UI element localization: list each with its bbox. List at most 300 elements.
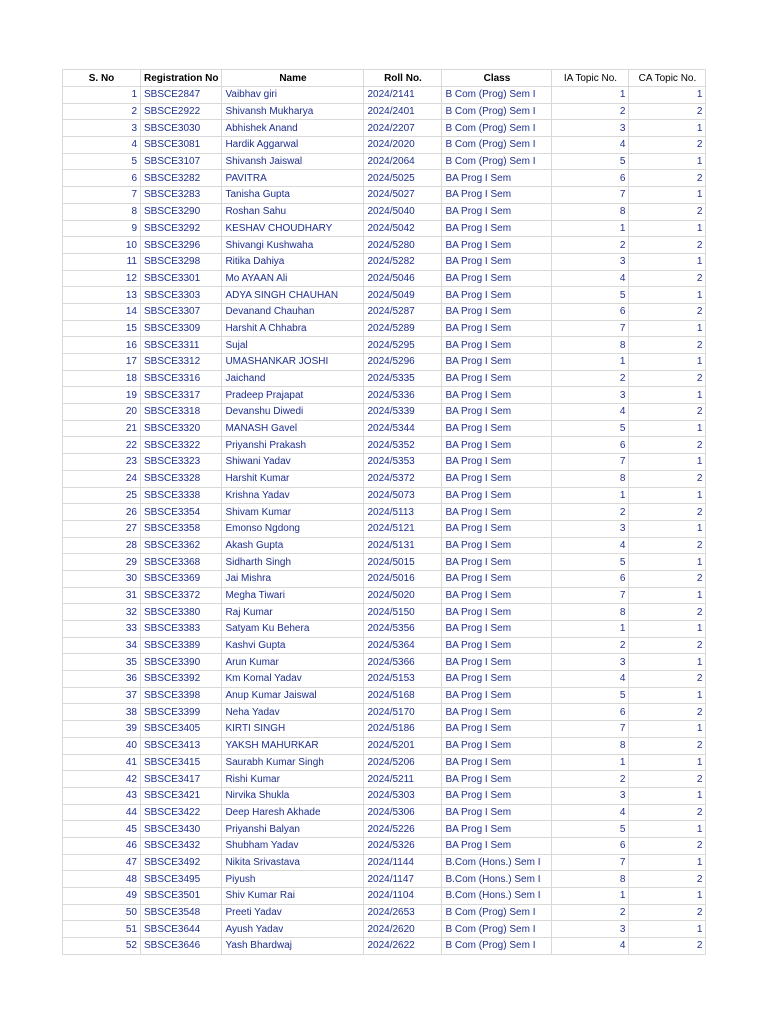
cell-registration-no: SBSCE3548: [141, 904, 222, 921]
cell-roll-no: 2024/5042: [364, 220, 442, 237]
cell-s-no: 36: [63, 671, 141, 688]
cell-s-no: 28: [63, 537, 141, 554]
cell-s-no: 3: [63, 120, 141, 137]
cell-roll-no: 2024/5016: [364, 570, 442, 587]
table-row: [63, 187, 706, 204]
table-row: [63, 587, 706, 604]
cell-ia-topic-no: 7: [552, 187, 629, 204]
cell-roll-no: 2024/1144: [364, 854, 442, 871]
cell-roll-no: 2024/5336: [364, 387, 442, 404]
cell-class: B Com (Prog) Sem I: [442, 921, 552, 938]
cell-name: Shivam Kumar: [222, 504, 364, 521]
table-row: [63, 854, 706, 871]
cell-s-no: 51: [63, 921, 141, 938]
cell-roll-no: 2024/5025: [364, 170, 442, 187]
cell-name: Sidharth Singh: [222, 554, 364, 571]
cell-s-no: 4: [63, 137, 141, 154]
cell-roll-no: 2024/2653: [364, 904, 442, 921]
cell-ia-topic-no: 7: [552, 320, 629, 337]
cell-name: Shiv Kumar Rai: [222, 888, 364, 905]
table-row: [63, 921, 706, 938]
cell-ca-topic-no: 1: [629, 287, 706, 304]
cell-ia-topic-no: 2: [552, 637, 629, 654]
cell-s-no: 33: [63, 621, 141, 638]
cell-s-no: 1: [63, 87, 141, 104]
cell-class: BA Prog I Sem: [442, 337, 552, 354]
cell-ca-topic-no: 1: [629, 587, 706, 604]
cell-ia-topic-no: 8: [552, 337, 629, 354]
table-row: [63, 654, 706, 671]
cell-class: B.Com (Hons.) Sem I: [442, 854, 552, 871]
cell-ca-topic-no: 2: [629, 103, 706, 120]
cell-roll-no: 2024/5372: [364, 470, 442, 487]
cell-name: Shubham Yadav: [222, 837, 364, 854]
cell-s-no: 25: [63, 487, 141, 504]
cell-registration-no: SBSCE3317: [141, 387, 222, 404]
cell-ia-topic-no: 4: [552, 270, 629, 287]
cell-registration-no: SBSCE3372: [141, 587, 222, 604]
cell-registration-no: SBSCE3354: [141, 504, 222, 521]
table-row: [63, 504, 706, 521]
cell-s-no: 35: [63, 654, 141, 671]
cell-name: Emonso Ngdong: [222, 520, 364, 537]
cell-name: Priyanshi Balyan: [222, 821, 364, 838]
cell-class: BA Prog I Sem: [442, 754, 552, 771]
cell-ia-topic-no: 1: [552, 621, 629, 638]
cell-s-no: 45: [63, 821, 141, 838]
cell-class: BA Prog I Sem: [442, 837, 552, 854]
cell-registration-no: SBSCE3312: [141, 354, 222, 371]
cell-name: Shivansh Mukharya: [222, 103, 364, 120]
cell-name: Piyush: [222, 871, 364, 888]
cell-registration-no: SBSCE2922: [141, 103, 222, 120]
table-row: [63, 253, 706, 270]
cell-ca-topic-no: 2: [629, 404, 706, 421]
cell-roll-no: 2024/5344: [364, 420, 442, 437]
table-row: [63, 287, 706, 304]
cell-s-no: 46: [63, 837, 141, 854]
cell-class: BA Prog I Sem: [442, 654, 552, 671]
table-row: [63, 938, 706, 955]
header-row: [63, 70, 706, 87]
header-s-no: S. No: [63, 70, 141, 87]
table-row: [63, 487, 706, 504]
table-row: [63, 404, 706, 421]
table-row: [63, 454, 706, 471]
table-row: [63, 354, 706, 371]
cell-ia-topic-no: 3: [552, 787, 629, 804]
cell-class: BA Prog I Sem: [442, 687, 552, 704]
cell-ca-topic-no: 2: [629, 804, 706, 821]
cell-ia-topic-no: 5: [552, 420, 629, 437]
cell-class: BA Prog I Sem: [442, 437, 552, 454]
cell-class: BA Prog I Sem: [442, 220, 552, 237]
cell-registration-no: SBSCE3380: [141, 604, 222, 621]
cell-class: BA Prog I Sem: [442, 671, 552, 688]
cell-name: Anup Kumar Jaiswal: [222, 687, 364, 704]
cell-roll-no: 2024/5211: [364, 771, 442, 788]
cell-registration-no: SBSCE3390: [141, 654, 222, 671]
table-row: [63, 837, 706, 854]
cell-ca-topic-no: 2: [629, 303, 706, 320]
cell-name: Jaichand: [222, 370, 364, 387]
cell-ca-topic-no: 2: [629, 737, 706, 754]
cell-roll-no: 2024/5186: [364, 721, 442, 738]
cell-ca-topic-no: 2: [629, 570, 706, 587]
cell-registration-no: SBSCE3644: [141, 921, 222, 938]
cell-class: BA Prog I Sem: [442, 404, 552, 421]
cell-ca-topic-no: 1: [629, 354, 706, 371]
cell-ca-topic-no: 2: [629, 938, 706, 955]
header-registration-no: Registration No: [141, 70, 222, 87]
header-ca-topic-no: CA Topic No.: [629, 70, 706, 87]
cell-registration-no: SBSCE3283: [141, 187, 222, 204]
cell-registration-no: SBSCE3399: [141, 704, 222, 721]
cell-roll-no: 2024/5121: [364, 520, 442, 537]
cell-name: YAKSH MAHURKAR: [222, 737, 364, 754]
cell-ia-topic-no: 7: [552, 854, 629, 871]
table-row: [63, 687, 706, 704]
cell-ia-topic-no: 3: [552, 120, 629, 137]
cell-roll-no: 2024/5364: [364, 637, 442, 654]
table-row: [63, 537, 706, 554]
cell-ia-topic-no: 2: [552, 904, 629, 921]
cell-roll-no: 2024/2401: [364, 103, 442, 120]
cell-s-no: 29: [63, 554, 141, 571]
cell-ia-topic-no: 2: [552, 370, 629, 387]
cell-class: BA Prog I Sem: [442, 554, 552, 571]
table-row: [63, 804, 706, 821]
cell-registration-no: SBSCE3389: [141, 637, 222, 654]
cell-registration-no: SBSCE3290: [141, 203, 222, 220]
cell-name: Rishi Kumar: [222, 771, 364, 788]
cell-registration-no: SBSCE3368: [141, 554, 222, 571]
cell-roll-no: 2024/5015: [364, 554, 442, 571]
cell-s-no: 38: [63, 704, 141, 721]
cell-roll-no: 2024/2064: [364, 153, 442, 170]
cell-roll-no: 2024/5049: [364, 287, 442, 304]
cell-class: BA Prog I Sem: [442, 704, 552, 721]
cell-ia-topic-no: 8: [552, 871, 629, 888]
cell-ia-topic-no: 6: [552, 837, 629, 854]
table-row: [63, 270, 706, 287]
cell-ca-topic-no: 1: [629, 821, 706, 838]
cell-s-no: 23: [63, 454, 141, 471]
cell-ca-topic-no: 2: [629, 237, 706, 254]
cell-ia-topic-no: 2: [552, 237, 629, 254]
cell-class: BA Prog I Sem: [442, 537, 552, 554]
cell-s-no: 32: [63, 604, 141, 621]
table-row: [63, 637, 706, 654]
cell-registration-no: SBSCE3405: [141, 721, 222, 738]
cell-registration-no: SBSCE3298: [141, 253, 222, 270]
cell-name: Nirvika Shukla: [222, 787, 364, 804]
cell-registration-no: SBSCE3303: [141, 287, 222, 304]
cell-registration-no: SBSCE2847: [141, 87, 222, 104]
cell-ia-topic-no: 3: [552, 387, 629, 404]
cell-s-no: 6: [63, 170, 141, 187]
cell-ca-topic-no: 2: [629, 437, 706, 454]
cell-class: BA Prog I Sem: [442, 604, 552, 621]
cell-name: Neha Yadav: [222, 704, 364, 721]
cell-ia-topic-no: 4: [552, 404, 629, 421]
cell-s-no: 2: [63, 103, 141, 120]
cell-ia-topic-no: 3: [552, 921, 629, 938]
cell-registration-no: SBSCE3501: [141, 888, 222, 905]
cell-registration-no: SBSCE3422: [141, 804, 222, 821]
cell-ca-topic-no: 1: [629, 87, 706, 104]
cell-registration-no: SBSCE3362: [141, 537, 222, 554]
cell-s-no: 43: [63, 787, 141, 804]
cell-class: B Com (Prog) Sem I: [442, 904, 552, 921]
table-row: [63, 337, 706, 354]
cell-ia-topic-no: 4: [552, 537, 629, 554]
cell-ca-topic-no: 1: [629, 854, 706, 871]
cell-roll-no: 2024/1147: [364, 871, 442, 888]
cell-roll-no: 2024/5295: [364, 337, 442, 354]
cell-roll-no: 2024/5040: [364, 203, 442, 220]
cell-registration-no: SBSCE3323: [141, 454, 222, 471]
table-row: [63, 137, 706, 154]
cell-roll-no: 2024/5303: [364, 787, 442, 804]
cell-s-no: 21: [63, 420, 141, 437]
cell-class: BA Prog I Sem: [442, 170, 552, 187]
cell-class: BA Prog I Sem: [442, 504, 552, 521]
cell-name: Jai Mishra: [222, 570, 364, 587]
table-row: [63, 721, 706, 738]
cell-registration-no: SBSCE3358: [141, 520, 222, 537]
table-row: [63, 170, 706, 187]
cell-registration-no: SBSCE3307: [141, 303, 222, 320]
cell-s-no: 7: [63, 187, 141, 204]
table-row: [63, 320, 706, 337]
cell-roll-no: 2024/5287: [364, 303, 442, 320]
cell-registration-no: SBSCE3369: [141, 570, 222, 587]
cell-registration-no: SBSCE3392: [141, 671, 222, 688]
cell-ca-topic-no: 2: [629, 470, 706, 487]
table-row: [63, 570, 706, 587]
cell-name: Ritika Dahiya: [222, 253, 364, 270]
header-class: Class: [442, 70, 552, 87]
cell-class: BA Prog I Sem: [442, 520, 552, 537]
cell-roll-no: 2024/5073: [364, 487, 442, 504]
cell-s-no: 8: [63, 203, 141, 220]
cell-class: BA Prog I Sem: [442, 370, 552, 387]
cell-roll-no: 2024/5339: [364, 404, 442, 421]
cell-name: Shivansh Jaiswal: [222, 153, 364, 170]
cell-class: BA Prog I Sem: [442, 721, 552, 738]
cell-name: Kashvi Gupta: [222, 637, 364, 654]
cell-ia-topic-no: 1: [552, 487, 629, 504]
cell-ca-topic-no: 1: [629, 420, 706, 437]
header-ia-topic-no: IA Topic No.: [552, 70, 629, 87]
cell-class: BA Prog I Sem: [442, 804, 552, 821]
cell-name: Tanisha Gupta: [222, 187, 364, 204]
cell-name: Ayush Yadav: [222, 921, 364, 938]
cell-class: BA Prog I Sem: [442, 354, 552, 371]
cell-registration-no: SBSCE3495: [141, 871, 222, 888]
table-row: [63, 420, 706, 437]
cell-name: Arun Kumar: [222, 654, 364, 671]
cell-ca-topic-no: 2: [629, 203, 706, 220]
cell-roll-no: 2024/1104: [364, 888, 442, 905]
cell-s-no: 14: [63, 303, 141, 320]
cell-ca-topic-no: 2: [629, 704, 706, 721]
cell-name: Priyanshi Prakash: [222, 437, 364, 454]
cell-ia-topic-no: 3: [552, 654, 629, 671]
cell-ia-topic-no: 3: [552, 520, 629, 537]
cell-class: BA Prog I Sem: [442, 821, 552, 838]
cell-class: BA Prog I Sem: [442, 771, 552, 788]
cell-registration-no: SBSCE3413: [141, 737, 222, 754]
cell-s-no: 44: [63, 804, 141, 821]
cell-ca-topic-no: 2: [629, 537, 706, 554]
cell-ia-topic-no: 4: [552, 804, 629, 821]
cell-registration-no: SBSCE3030: [141, 120, 222, 137]
cell-roll-no: 2024/5280: [364, 237, 442, 254]
cell-registration-no: SBSCE3311: [141, 337, 222, 354]
cell-ca-topic-no: 1: [629, 554, 706, 571]
cell-name: Hardik Aggarwal: [222, 137, 364, 154]
cell-class: BA Prog I Sem: [442, 737, 552, 754]
cell-roll-no: 2024/5352: [364, 437, 442, 454]
cell-name: Sujal: [222, 337, 364, 354]
cell-ca-topic-no: 1: [629, 921, 706, 938]
cell-ia-topic-no: 4: [552, 137, 629, 154]
cell-roll-no: 2024/5306: [364, 804, 442, 821]
cell-registration-no: SBSCE3322: [141, 437, 222, 454]
cell-ia-topic-no: 1: [552, 754, 629, 771]
cell-name: Shivangi Kushwaha: [222, 237, 364, 254]
cell-s-no: 17: [63, 354, 141, 371]
cell-roll-no: 2024/2020: [364, 137, 442, 154]
cell-registration-no: SBSCE3081: [141, 137, 222, 154]
cell-name: ADYA SINGH CHAUHAN: [222, 287, 364, 304]
cell-s-no: 16: [63, 337, 141, 354]
cell-class: B Com (Prog) Sem I: [442, 120, 552, 137]
cell-s-no: 27: [63, 520, 141, 537]
cell-registration-no: SBSCE3282: [141, 170, 222, 187]
cell-ca-topic-no: 2: [629, 504, 706, 521]
table-row: [63, 604, 706, 621]
cell-ia-topic-no: 5: [552, 687, 629, 704]
cell-roll-no: 2024/5150: [364, 604, 442, 621]
cell-ca-topic-no: 1: [629, 721, 706, 738]
cell-ca-topic-no: 2: [629, 637, 706, 654]
cell-roll-no: 2024/2207: [364, 120, 442, 137]
cell-roll-no: 2024/5366: [364, 654, 442, 671]
cell-ia-topic-no: 5: [552, 821, 629, 838]
cell-s-no: 26: [63, 504, 141, 521]
cell-s-no: 13: [63, 287, 141, 304]
cell-ia-topic-no: 2: [552, 504, 629, 521]
cell-ca-topic-no: 2: [629, 837, 706, 854]
cell-registration-no: SBSCE3383: [141, 621, 222, 638]
cell-name: KESHAV CHOUDHARY: [222, 220, 364, 237]
cell-class: BA Prog I Sem: [442, 253, 552, 270]
table-row: [63, 153, 706, 170]
cell-ca-topic-no: 1: [629, 320, 706, 337]
cell-registration-no: SBSCE3432: [141, 837, 222, 854]
cell-ia-topic-no: 7: [552, 587, 629, 604]
cell-name: Abhishek Anand: [222, 120, 364, 137]
cell-ia-topic-no: 6: [552, 570, 629, 587]
table-row: [63, 220, 706, 237]
cell-name: Akash Gupta: [222, 537, 364, 554]
cell-ia-topic-no: 1: [552, 354, 629, 371]
cell-class: BA Prog I Sem: [442, 387, 552, 404]
cell-roll-no: 2024/5326: [364, 837, 442, 854]
table-row: [63, 787, 706, 804]
cell-registration-no: SBSCE3415: [141, 754, 222, 771]
cell-class: B Com (Prog) Sem I: [442, 938, 552, 955]
cell-ca-topic-no: 1: [629, 187, 706, 204]
cell-class: BA Prog I Sem: [442, 320, 552, 337]
cell-ca-topic-no: 2: [629, 871, 706, 888]
cell-roll-no: 2024/5027: [364, 187, 442, 204]
cell-class: B.Com (Hons.) Sem I: [442, 888, 552, 905]
cell-ca-topic-no: 1: [629, 520, 706, 537]
cell-roll-no: 2024/2622: [364, 938, 442, 955]
cell-class: BA Prog I Sem: [442, 203, 552, 220]
cell-ca-topic-no: 1: [629, 787, 706, 804]
cell-ia-topic-no: 6: [552, 437, 629, 454]
cell-registration-no: SBSCE3107: [141, 153, 222, 170]
cell-s-no: 52: [63, 938, 141, 955]
cell-registration-no: SBSCE3316: [141, 370, 222, 387]
cell-ca-topic-no: 1: [629, 220, 706, 237]
cell-roll-no: 2024/5168: [364, 687, 442, 704]
table-row: [63, 203, 706, 220]
table-row: [63, 871, 706, 888]
cell-registration-no: SBSCE3430: [141, 821, 222, 838]
table-row: [63, 904, 706, 921]
table-row: [63, 771, 706, 788]
cell-s-no: 22: [63, 437, 141, 454]
cell-ca-topic-no: 2: [629, 337, 706, 354]
cell-class: BA Prog I Sem: [442, 237, 552, 254]
header-roll-no: Roll No.: [364, 70, 442, 87]
cell-name: Krishna Yadav: [222, 487, 364, 504]
cell-class: B Com (Prog) Sem I: [442, 137, 552, 154]
cell-s-no: 48: [63, 871, 141, 888]
cell-ia-topic-no: 4: [552, 938, 629, 955]
cell-registration-no: SBSCE3320: [141, 420, 222, 437]
cell-name: Nikita Srivastava: [222, 854, 364, 871]
cell-name: Shiwani Yadav: [222, 454, 364, 471]
cell-name: Saurabh Kumar Singh: [222, 754, 364, 771]
cell-class: BA Prog I Sem: [442, 470, 552, 487]
cell-s-no: 9: [63, 220, 141, 237]
cell-ia-topic-no: 8: [552, 470, 629, 487]
cell-ca-topic-no: 2: [629, 604, 706, 621]
cell-ca-topic-no: 1: [629, 153, 706, 170]
table-row: [63, 520, 706, 537]
cell-roll-no: 2024/5335: [364, 370, 442, 387]
cell-roll-no: 2024/5296: [364, 354, 442, 371]
cell-ca-topic-no: 1: [629, 621, 706, 638]
cell-ca-topic-no: 2: [629, 904, 706, 921]
cell-class: BA Prog I Sem: [442, 454, 552, 471]
table-body: [63, 87, 706, 955]
cell-ca-topic-no: 1: [629, 654, 706, 671]
cell-s-no: 18: [63, 370, 141, 387]
cell-ia-topic-no: 5: [552, 554, 629, 571]
cell-class: B Com (Prog) Sem I: [442, 103, 552, 120]
cell-s-no: 10: [63, 237, 141, 254]
cell-registration-no: SBSCE3417: [141, 771, 222, 788]
cell-class: B.Com (Hons.) Sem I: [442, 871, 552, 888]
